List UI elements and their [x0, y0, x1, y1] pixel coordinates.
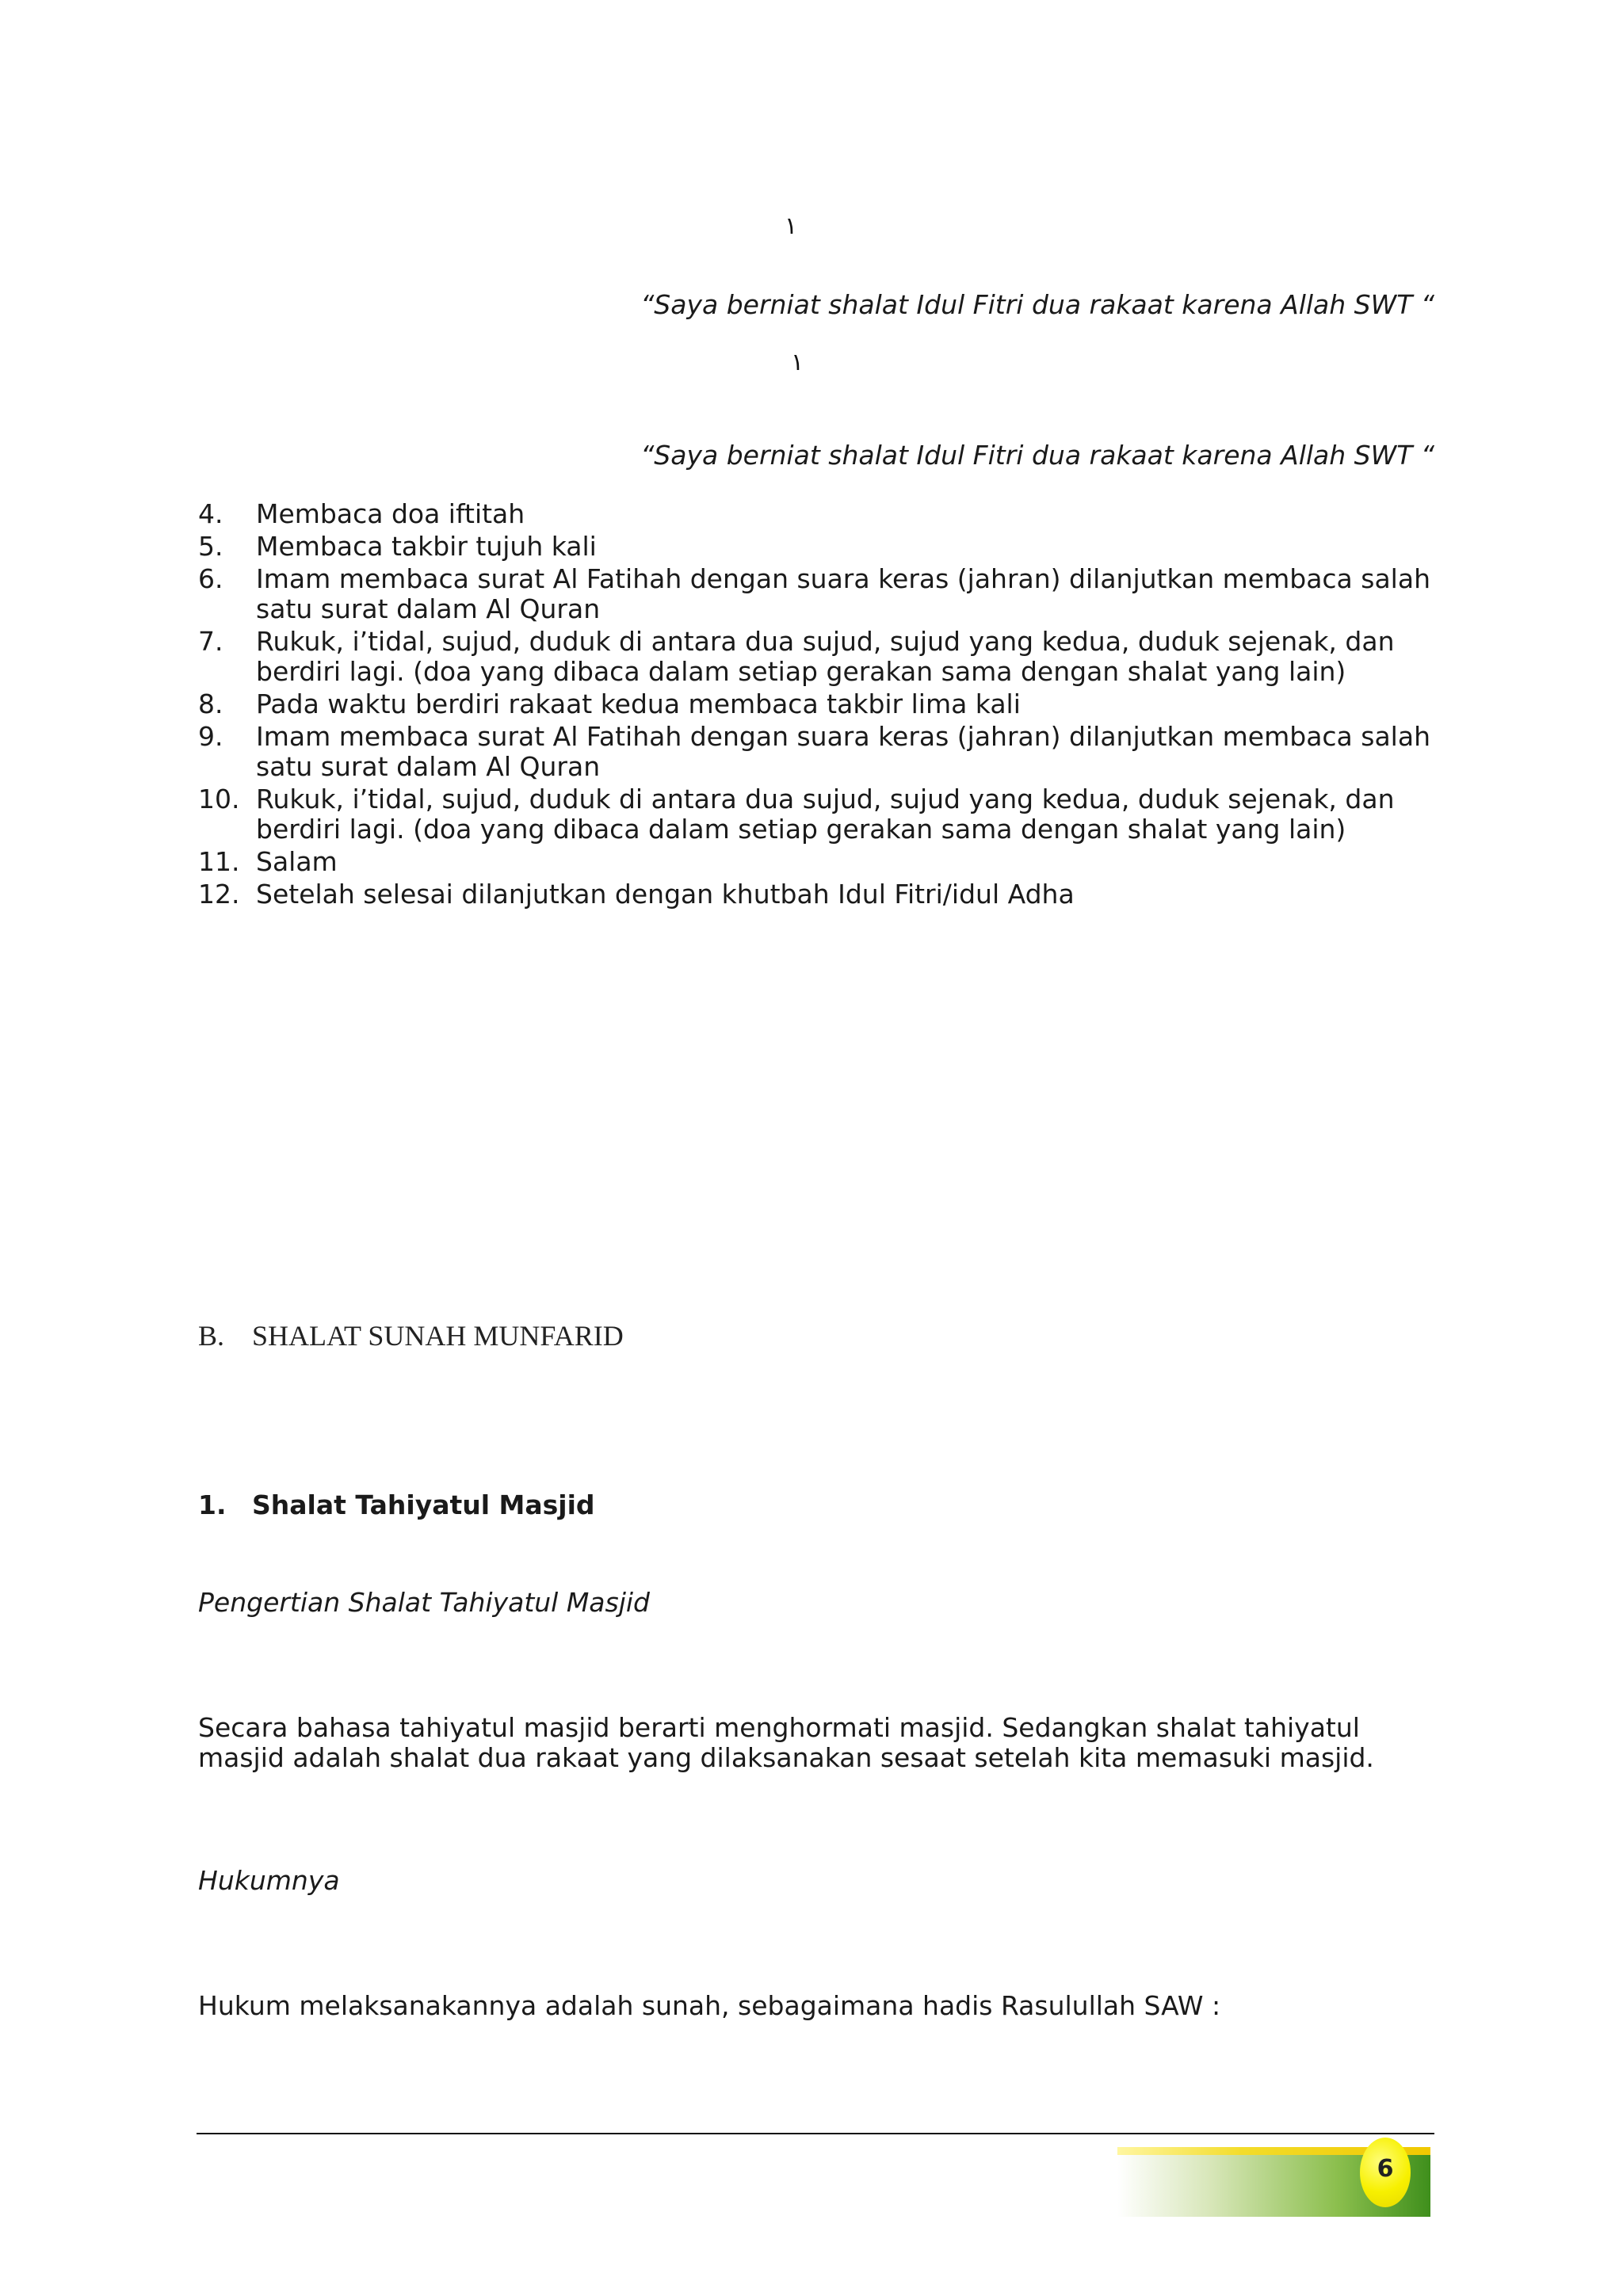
niat-translation-1: “Saya berniat shalat Idul Fitri dua rakaat karena Allah SWT “ [640, 289, 1434, 320]
list-item-text: Salam [256, 846, 338, 877]
list-item [198, 847, 1434, 877]
list-item-number: 9. [198, 721, 223, 752]
list-item-text: Imam membaca surat Al Fatihah dengan suara keras (jahran) dilanjutkan membaca salah satu surat dalam Al Quran [256, 563, 1430, 624]
list-item-number: 12. [198, 879, 240, 910]
list-item-number: 5. [198, 531, 223, 562]
section-letter: B. [198, 1320, 225, 1352]
list-item [198, 564, 1434, 624]
footer-divider [197, 2133, 1434, 2134]
list-item-text: Membaca doa iftitah [256, 498, 525, 529]
subsection-title: Shalat Tahiyatul Masjid [252, 1489, 595, 1520]
list-item [198, 784, 1434, 845]
list-item [198, 499, 1434, 529]
hukum-paragraph: Hukum melaksanakannya adalah sunah, sebagaimana hadis Rasulullah SAW : [198, 1990, 1221, 2021]
list-item-text: Rukuk, i’tidal, sujud, duduk di antara dua sujud, sujud yang kedua, duduk sejenak, dan berdiri lagi. (doa yang dibaca dalam setiap gerakan sama dengan shalat yang lain) [256, 626, 1395, 687]
list-item [198, 532, 1434, 562]
arabic-text-1: ١ [785, 212, 798, 240]
niat-translation-2: “Saya berniat shalat Idul Fitri dua rakaat karena Allah SWT “ [640, 440, 1434, 471]
list-item-text: Imam membaca surat Al Fatihah dengan suara keras (jahran) dilanjutkan membaca salah satu surat dalam Al Quran [256, 721, 1430, 782]
list-item [198, 627, 1434, 687]
list-item-number: 6. [198, 563, 223, 594]
subsection-number: 1. [198, 1489, 227, 1520]
list-item-number: 8. [198, 688, 223, 719]
arabic-text-2: ١ [791, 349, 804, 376]
section-heading-b [198, 1319, 624, 1352]
list-item-number: 7. [198, 626, 223, 657]
list-item [198, 879, 1434, 910]
list-item-text: Pada waktu berdiri rakaat kedua membaca takbir lima kali [256, 688, 1021, 719]
procedure-steps-list [198, 499, 1434, 912]
page-number-badge: 6 [1360, 2138, 1411, 2207]
list-item-number: 10. [198, 784, 240, 814]
pengertian-heading: Pengertian Shalat Tahiyatul Masjid [198, 1587, 651, 1618]
list-item-text: Rukuk, i’tidal, sujud, duduk di antara dua sujud, sujud yang kedua, duduk sejenak, dan berdiri lagi. (doa yang dibaca dalam setiap gerakan sama dengan shalat yang lain) [256, 784, 1395, 845]
list-item-text: Membaca takbir tujuh kali [256, 531, 597, 562]
pengertian-paragraph: Secara bahasa tahiyatul masjid berarti menghormati masjid. Sedangkan shalat tahiyatul masjid adalah shalat dua rakaat yang dilaksanakan sesaat setelah kita memasuki masjid. [198, 1712, 1374, 1773]
list-item [198, 689, 1434, 719]
hukum-heading: Hukumnya [198, 1865, 340, 1896]
list-item [198, 722, 1434, 782]
subsection-heading-1 [198, 1489, 595, 1520]
list-item-text: Setelah selesai dilanjutkan dengan khutbah Idul Fitri/idul Adha [256, 879, 1075, 910]
list-item-number: 4. [198, 498, 223, 529]
list-item-number: 11. [198, 846, 240, 877]
section-title: SHALAT SUNAH MUNFARID [252, 1320, 624, 1352]
